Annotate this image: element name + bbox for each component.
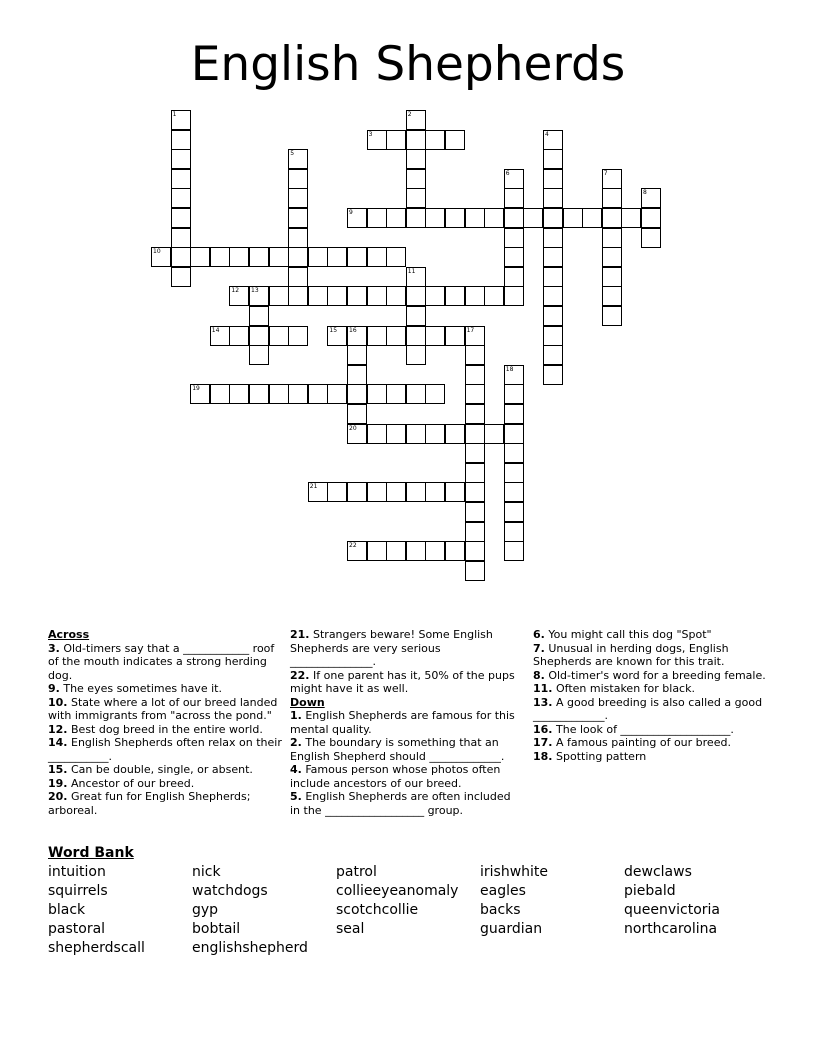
word-bank-item: patrol bbox=[336, 864, 377, 880]
word-bank-item: intuition bbox=[48, 864, 106, 880]
word-bank-item: squirrels bbox=[48, 883, 108, 899]
across-clue: 9. The eyes sometimes have it. bbox=[48, 682, 222, 695]
down-clue: 8. Old-timer's word for a breeding female. bbox=[533, 668, 766, 682]
grid-cell[interactable] bbox=[406, 326, 426, 346]
grid-cell[interactable] bbox=[210, 247, 230, 267]
grid-cell[interactable] bbox=[465, 522, 485, 542]
grid-cell[interactable] bbox=[504, 424, 524, 444]
grid-cell[interactable] bbox=[406, 208, 426, 228]
grid-cell[interactable] bbox=[367, 424, 387, 444]
grid-cell[interactable] bbox=[465, 502, 485, 522]
grid-cell[interactable] bbox=[504, 267, 524, 287]
grid-cell[interactable] bbox=[288, 247, 308, 267]
grid-cell[interactable] bbox=[543, 188, 563, 208]
grid-cell[interactable] bbox=[269, 326, 289, 346]
down-clue: 5. English Shepherds are often included in the __________________ group. bbox=[290, 790, 511, 817]
grid-cell[interactable] bbox=[484, 424, 504, 444]
grid-cell[interactable] bbox=[425, 384, 445, 404]
across-heading: Across bbox=[48, 628, 90, 641]
grid-cell[interactable] bbox=[367, 482, 387, 502]
grid-cell[interactable] bbox=[386, 482, 406, 502]
grid-cell[interactable] bbox=[425, 208, 445, 228]
across-clue: 3. Old-timers say that a ____________ roof of the mouth indicates a strong herding dog. bbox=[48, 641, 275, 682]
grid-cell[interactable] bbox=[288, 169, 308, 189]
grid-cell[interactable] bbox=[543, 365, 563, 385]
down-clue: 7. Unusual in herding dogs, English Shepherds are known for this trait. bbox=[533, 641, 729, 668]
across-clue: 22. If one parent has it, 50% of the pups might have it as well. bbox=[290, 668, 515, 695]
grid-cell[interactable] bbox=[347, 384, 367, 404]
grid-cell[interactable] bbox=[249, 306, 269, 326]
grid-cell[interactable] bbox=[504, 286, 524, 306]
clue-number: 22 bbox=[349, 542, 357, 550]
grid-cell[interactable] bbox=[543, 149, 563, 169]
word-bank-item: gyp bbox=[192, 902, 219, 918]
grid-cell[interactable] bbox=[367, 326, 387, 346]
grid-cell[interactable] bbox=[543, 208, 563, 228]
clue-number: 8 bbox=[643, 189, 647, 197]
grid-cell[interactable] bbox=[445, 424, 465, 444]
grid-cell[interactable] bbox=[543, 247, 563, 267]
clues-column-1 bbox=[48, 628, 284, 817]
grid-cell[interactable] bbox=[465, 345, 485, 365]
grid-cell[interactable] bbox=[602, 188, 622, 208]
grid-cell[interactable] bbox=[641, 228, 661, 248]
grid-cell[interactable] bbox=[171, 208, 191, 228]
grid-cell[interactable] bbox=[367, 541, 387, 561]
grid-cell[interactable] bbox=[602, 286, 622, 306]
across-clue: 21. Strangers beware! Some English Shepherds are very serious _______________. bbox=[290, 628, 493, 668]
grid-cell[interactable] bbox=[327, 384, 347, 404]
word-bank-item: seal bbox=[336, 921, 365, 937]
grid-cell[interactable] bbox=[386, 130, 406, 150]
down-clue: 2. The boundary is something that an English Shepherd should _____________. bbox=[290, 736, 505, 763]
down-clue: 1. English Shepherds are famous for this mental quality. bbox=[290, 709, 515, 736]
clue-number: 2 bbox=[407, 111, 412, 118]
grid-cell[interactable] bbox=[288, 286, 308, 306]
grid-cell[interactable] bbox=[347, 404, 367, 424]
grid-cell[interactable] bbox=[288, 326, 308, 346]
grid-cell[interactable] bbox=[504, 463, 524, 483]
grid-cell[interactable] bbox=[445, 286, 465, 306]
grid-cell[interactable] bbox=[288, 208, 308, 228]
grid-cell[interactable] bbox=[465, 384, 485, 404]
word-bank-item: northcarolina bbox=[624, 921, 718, 937]
across-clue: 20. Great fun for English Shepherds; arboreal. bbox=[48, 790, 251, 817]
grid-cell[interactable] bbox=[504, 208, 524, 228]
word-bank-item: backs bbox=[480, 902, 521, 918]
grid-cell[interactable] bbox=[582, 208, 602, 228]
word-bank-title: Word Bank bbox=[48, 845, 134, 861]
grid-cell[interactable] bbox=[465, 208, 485, 228]
grid-cell[interactable] bbox=[347, 345, 367, 365]
grid-cell[interactable] bbox=[504, 522, 524, 542]
grid-cell[interactable] bbox=[249, 326, 269, 346]
grid-cell[interactable] bbox=[602, 306, 622, 326]
across-clue: 10. State where a lot of our breed landed with immigrants from "across the pond." bbox=[48, 695, 278, 722]
grid-cell[interactable] bbox=[367, 208, 387, 228]
grid-cell[interactable] bbox=[425, 286, 445, 306]
word-bank-item: queenvictoria bbox=[624, 902, 721, 918]
clue-number: 9 bbox=[349, 209, 353, 216]
word-bank-item: guardian bbox=[480, 921, 543, 937]
clue-number: 7 bbox=[603, 169, 608, 177]
grid-cell[interactable] bbox=[465, 443, 485, 463]
grid-cell[interactable] bbox=[386, 326, 406, 346]
clue-number: 19 bbox=[192, 385, 200, 393]
clue-number: 6 bbox=[505, 169, 510, 177]
word-bank-item: englishshepherd bbox=[192, 940, 308, 956]
grid-cell[interactable] bbox=[504, 404, 524, 424]
down-clue: 13. A good breeding is also called a good _____________. bbox=[533, 695, 763, 722]
grid-cell[interactable] bbox=[288, 228, 308, 248]
grid-cell[interactable] bbox=[171, 267, 191, 287]
grid-cell[interactable] bbox=[347, 247, 367, 267]
grid-cell[interactable] bbox=[523, 208, 543, 228]
grid-cell[interactable] bbox=[406, 286, 426, 306]
grid-cell[interactable] bbox=[367, 286, 387, 306]
grid-cell[interactable] bbox=[504, 443, 524, 463]
grid-cell[interactable] bbox=[602, 208, 622, 228]
grid-cell[interactable] bbox=[602, 267, 622, 287]
grid-cell[interactable] bbox=[269, 247, 289, 267]
grid-cell[interactable] bbox=[406, 482, 426, 502]
grid-cell[interactable] bbox=[504, 541, 524, 561]
grid-cell[interactable] bbox=[641, 208, 661, 228]
word-bank-item: shepherdscall bbox=[48, 940, 145, 956]
grid-cell[interactable] bbox=[425, 541, 445, 561]
clue-number: 10 bbox=[153, 248, 161, 256]
grid-cell[interactable] bbox=[543, 228, 563, 248]
across-clue: 12. Best dog breed in the entire world. bbox=[48, 722, 263, 736]
grid-cell[interactable] bbox=[269, 286, 289, 306]
clue-number: 20 bbox=[349, 424, 357, 432]
clue-number: 1 bbox=[172, 111, 177, 118]
grid-cell[interactable] bbox=[465, 541, 485, 561]
word-bank-item: pastoral bbox=[48, 921, 106, 937]
grid-cell[interactable] bbox=[445, 541, 465, 561]
clue-number: 11 bbox=[407, 267, 416, 275]
grid-cell[interactable] bbox=[406, 149, 426, 169]
grid-cell[interactable] bbox=[308, 384, 328, 404]
grid-cell[interactable] bbox=[445, 208, 465, 228]
across-clue: 14. English Shepherds often relax on their ___________. bbox=[48, 736, 282, 763]
grid-cell[interactable] bbox=[445, 482, 465, 502]
grid-cell[interactable] bbox=[406, 541, 426, 561]
grid-cell[interactable] bbox=[386, 286, 406, 306]
across-clue: 19. Ancestor of our breed. bbox=[48, 776, 195, 790]
grid-cell[interactable] bbox=[406, 384, 426, 404]
grid-cell[interactable] bbox=[367, 247, 387, 267]
grid-cell[interactable] bbox=[543, 326, 563, 346]
grid-cell[interactable] bbox=[229, 326, 249, 346]
grid-cell[interactable] bbox=[386, 541, 406, 561]
grid-cell[interactable] bbox=[171, 188, 191, 208]
grid-cell[interactable] bbox=[425, 326, 445, 346]
grid-cell[interactable] bbox=[406, 424, 426, 444]
clue-number: 17 bbox=[466, 326, 475, 334]
grid-cell[interactable] bbox=[504, 188, 524, 208]
word-bank-item: watchdogs bbox=[192, 883, 268, 899]
grid-cell[interactable] bbox=[563, 208, 583, 228]
grid-cell[interactable] bbox=[484, 286, 504, 306]
grid-cell[interactable] bbox=[543, 345, 563, 365]
clues-column-3 bbox=[533, 628, 773, 763]
word-bank-item: eagles bbox=[480, 883, 526, 899]
grid-cell[interactable] bbox=[386, 384, 406, 404]
clue-number: 4 bbox=[545, 130, 549, 138]
grid-cell[interactable] bbox=[406, 345, 426, 365]
down-clue: 4. Famous person whose photos often include ancestors of our breed. bbox=[290, 763, 501, 790]
grid-cell[interactable] bbox=[621, 208, 641, 228]
grid-cell[interactable] bbox=[190, 247, 210, 267]
grid-cell[interactable] bbox=[367, 384, 387, 404]
word-bank-item: scotchcollie bbox=[336, 902, 419, 918]
grid-cell[interactable] bbox=[465, 286, 485, 306]
grid-cell[interactable] bbox=[171, 228, 191, 248]
grid-cell[interactable] bbox=[288, 267, 308, 287]
grid-cell[interactable] bbox=[347, 286, 367, 306]
clue-number: 15 bbox=[329, 326, 338, 334]
grid-cell[interactable] bbox=[504, 482, 524, 502]
word-bank-item: collieeyeanomaly bbox=[336, 883, 459, 899]
clue-number: 18 bbox=[505, 365, 514, 373]
down-clue: 17. A famous painting of our breed. bbox=[533, 736, 731, 749]
grid-cell[interactable] bbox=[465, 365, 485, 385]
down-clue: 16. The look of ____________________. bbox=[533, 722, 734, 736]
grid-cell[interactable] bbox=[269, 384, 289, 404]
grid-cell[interactable] bbox=[543, 286, 563, 306]
clue-number: 14 bbox=[211, 326, 220, 334]
grid-cell[interactable] bbox=[210, 384, 230, 404]
grid-cell[interactable] bbox=[425, 482, 445, 502]
grid-cell[interactable] bbox=[504, 384, 524, 404]
grid-cell[interactable] bbox=[504, 502, 524, 522]
word-bank-item: bobtail bbox=[192, 921, 241, 937]
grid-cell[interactable] bbox=[602, 247, 622, 267]
grid-cell[interactable] bbox=[504, 228, 524, 248]
across-clue: 15. Can be double, single, or absent. bbox=[48, 763, 253, 776]
word-bank-item: piebald bbox=[624, 883, 676, 899]
grid-cell[interactable] bbox=[425, 424, 445, 444]
clue-number: 13 bbox=[251, 287, 259, 295]
grid-cell[interactable] bbox=[327, 286, 347, 306]
grid-cell[interactable] bbox=[327, 482, 347, 502]
grid-cell[interactable] bbox=[249, 247, 269, 267]
grid-cell[interactable] bbox=[543, 306, 563, 326]
clue-number: 5 bbox=[290, 150, 295, 158]
grid-cell[interactable] bbox=[465, 463, 485, 483]
grid-cell[interactable] bbox=[543, 267, 563, 287]
grid-cell[interactable] bbox=[347, 482, 367, 502]
grid-cell[interactable] bbox=[425, 130, 445, 150]
word-bank-item: dewclaws bbox=[624, 864, 692, 880]
grid-cell[interactable] bbox=[465, 561, 485, 581]
grid-cell[interactable] bbox=[406, 188, 426, 208]
grid-cell[interactable] bbox=[386, 247, 406, 267]
grid-cell[interactable] bbox=[406, 306, 426, 326]
clue-number: 12 bbox=[231, 287, 240, 295]
grid-cell[interactable] bbox=[288, 188, 308, 208]
grid-cell[interactable] bbox=[229, 247, 249, 267]
clue-number: 3 bbox=[368, 130, 373, 138]
grid-cell[interactable] bbox=[504, 247, 524, 267]
grid-cell[interactable] bbox=[249, 345, 269, 365]
grid-cell[interactable] bbox=[406, 169, 426, 189]
grid-cell[interactable] bbox=[171, 247, 191, 267]
grid-cell[interactable] bbox=[386, 424, 406, 444]
down-clue: 18. Spotting pattern bbox=[533, 749, 647, 763]
grid-cell[interactable] bbox=[465, 482, 485, 502]
grid-cell[interactable] bbox=[288, 384, 308, 404]
clue-number: 21 bbox=[309, 483, 318, 491]
grid-cell[interactable] bbox=[602, 228, 622, 248]
word-bank-item: nick bbox=[192, 864, 221, 880]
clue-number: 16 bbox=[349, 326, 357, 334]
grid-cell[interactable] bbox=[308, 247, 328, 267]
word-bank bbox=[48, 863, 768, 958]
word-bank-item: black bbox=[48, 902, 86, 918]
grid-cell[interactable] bbox=[445, 326, 465, 346]
grid-cell[interactable] bbox=[465, 424, 485, 444]
puzzle-title: English Shepherds bbox=[190, 37, 626, 92]
grid-cell[interactable] bbox=[229, 384, 249, 404]
down-clue: 11. Often mistaken for black. bbox=[533, 682, 695, 695]
grid-cell[interactable] bbox=[327, 247, 347, 267]
down-clue: 6. You might call this dog "Spot" bbox=[533, 628, 712, 641]
grid-cell[interactable] bbox=[171, 169, 191, 189]
grid-cell[interactable] bbox=[406, 130, 426, 150]
down-heading: Down bbox=[290, 695, 325, 709]
grid-cell[interactable] bbox=[171, 130, 191, 150]
grid-cell[interactable] bbox=[249, 384, 269, 404]
grid-cell[interactable] bbox=[308, 286, 328, 306]
grid-cell[interactable] bbox=[347, 365, 367, 385]
grid-cell[interactable] bbox=[465, 404, 485, 424]
clues-column-2 bbox=[290, 628, 520, 817]
word-bank-item: irishwhite bbox=[480, 864, 549, 880]
grid-cell[interactable] bbox=[386, 208, 406, 228]
grid-cell[interactable] bbox=[445, 130, 465, 150]
grid-cell[interactable] bbox=[171, 149, 191, 169]
grid-cell[interactable] bbox=[484, 208, 504, 228]
grid-cell[interactable] bbox=[543, 169, 563, 189]
